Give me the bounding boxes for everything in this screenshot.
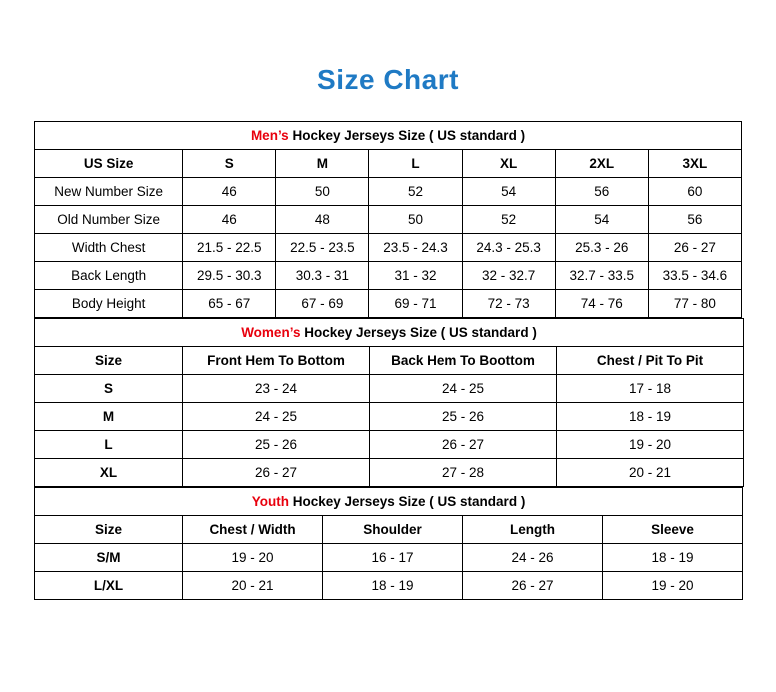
mens-row-4-cell-3: 72 - 73 (462, 290, 555, 318)
mens-col-header-3: L (369, 150, 462, 178)
mens-col-header-2: M (276, 150, 369, 178)
mens-row-0-label: New Number Size (35, 178, 183, 206)
page-title: Size Chart (317, 64, 459, 95)
womens-row-0-cell-2: 17 - 18 (557, 375, 744, 403)
table-row (35, 375, 744, 403)
table-row (35, 572, 743, 600)
youth-section-header-accent: Youth (251, 494, 289, 509)
mens-row-1-cell-5: 56 (648, 206, 741, 234)
table-row (35, 178, 742, 206)
mens-row-3-label: Back Length (35, 262, 183, 290)
mens-row-4-label: Body Height (35, 290, 183, 318)
mens-size-section (34, 121, 742, 318)
womens-row-1-cell-0: 24 - 25 (183, 403, 370, 431)
mens-row-3-cell-0: 29.5 - 30.3 (183, 262, 276, 290)
womens-row-2-label: L (35, 431, 183, 459)
mens-section-header (35, 122, 742, 150)
table-row (35, 206, 742, 234)
mens-row-3-cell-1: 30.3 - 31 (276, 262, 369, 290)
youth-row-1-label: L/XL (35, 572, 183, 600)
mens-row-3-cell-5: 33.5 - 34.6 (648, 262, 741, 290)
table-row (35, 290, 742, 318)
mens-row-4-cell-4: 74 - 76 (555, 290, 648, 318)
womens-row-0-cell-0: 23 - 24 (183, 375, 370, 403)
mens-row-0-cell-3: 54 (462, 178, 555, 206)
youth-row-1-cell-1: 18 - 19 (323, 572, 463, 600)
mens-row-0-cell-0: 46 (183, 178, 276, 206)
mens-row-3-cell-4: 32.7 - 33.5 (555, 262, 648, 290)
table-row (35, 459, 744, 487)
youth-row-1-cell-3: 19 - 20 (603, 572, 743, 600)
womens-row-2-cell-1: 26 - 27 (370, 431, 557, 459)
table-section-header-row (35, 488, 743, 516)
mens-row-4-cell-0: 65 - 67 (183, 290, 276, 318)
youth-row-0-cell-1: 16 - 17 (323, 544, 463, 572)
mens-row-1-cell-4: 54 (555, 206, 648, 234)
mens-row-0-cell-4: 56 (555, 178, 648, 206)
mens-row-1-cell-3: 52 (462, 206, 555, 234)
mens-row-1-cell-2: 50 (369, 206, 462, 234)
mens-section-header-accent: Men’s (250, 128, 289, 143)
womens-row-1-cell-1: 25 - 26 (370, 403, 557, 431)
mens-row-2-cell-3: 24.3 - 25.3 (462, 234, 555, 262)
womens-col-header-2: Back Hem To Boottom (370, 347, 557, 375)
womens-row-3-label: XL (35, 459, 183, 487)
womens-row-3-cell-1: 27 - 28 (370, 459, 557, 487)
mens-row-4-cell-5: 77 - 80 (648, 290, 741, 318)
mens-row-2-cell-4: 25.3 - 26 (555, 234, 648, 262)
youth-col-header-1: Chest / Width (183, 516, 323, 544)
womens-row-2-cell-0: 25 - 26 (183, 431, 370, 459)
womens-col-header-1: Front Hem To Bottom (183, 347, 370, 375)
womens-row-3-cell-0: 26 - 27 (183, 459, 370, 487)
mens-col-header-5: 2XL (555, 150, 648, 178)
mens-row-3-cell-2: 31 - 32 (369, 262, 462, 290)
mens-col-header-4: XL (462, 150, 555, 178)
youth-size-table (34, 487, 743, 600)
table-row (35, 234, 742, 262)
womens-row-1-cell-2: 18 - 19 (557, 403, 744, 431)
table-header-row (35, 150, 742, 178)
mens-row-2-cell-5: 26 - 27 (648, 234, 741, 262)
mens-row-2-cell-1: 22.5 - 23.5 (276, 234, 369, 262)
mens-row-0-cell-2: 52 (369, 178, 462, 206)
table-header-row (35, 516, 743, 544)
womens-size-table (34, 318, 744, 487)
size-chart-container (34, 121, 742, 600)
womens-section-header (35, 319, 744, 347)
table-section-header-row (35, 122, 742, 150)
womens-size-section (34, 318, 742, 487)
table-row (35, 403, 744, 431)
womens-col-header-0: Size (35, 347, 183, 375)
womens-row-0-label: S (35, 375, 183, 403)
table-section-header-row (35, 319, 744, 347)
youth-col-header-4: Sleeve (603, 516, 743, 544)
youth-col-header-2: Shoulder (323, 516, 463, 544)
youth-row-1-cell-2: 26 - 27 (463, 572, 603, 600)
youth-size-section (34, 487, 742, 600)
youth-row-0-cell-3: 18 - 19 (603, 544, 743, 572)
youth-col-header-0: Size (35, 516, 183, 544)
table-row (35, 262, 742, 290)
youth-section-header (35, 488, 743, 516)
mens-section-header-rest: Hockey Jerseys Size ( US standard ) (288, 128, 526, 143)
mens-col-header-0: US Size (35, 150, 183, 178)
youth-row-0-cell-2: 24 - 26 (463, 544, 603, 572)
mens-row-1-cell-0: 46 (183, 206, 276, 234)
mens-row-4-cell-2: 69 - 71 (369, 290, 462, 318)
youth-row-0-label: S/M (35, 544, 183, 572)
womens-row-1-label: M (35, 403, 183, 431)
table-header-row (35, 347, 744, 375)
mens-col-header-1: S (183, 150, 276, 178)
mens-col-header-6: 3XL (648, 150, 741, 178)
youth-col-header-3: Length (463, 516, 603, 544)
womens-col-header-3: Chest / Pit To Pit (557, 347, 744, 375)
mens-row-2-label: Width Chest (35, 234, 183, 262)
mens-row-0-cell-1: 50 (276, 178, 369, 206)
youth-row-1-cell-0: 20 - 21 (183, 572, 323, 600)
youth-section-header-rest: Hockey Jerseys Size ( US standard ) (288, 494, 526, 509)
mens-row-1-label: Old Number Size (35, 206, 183, 234)
table-row (35, 544, 743, 572)
womens-row-2-cell-2: 19 - 20 (557, 431, 744, 459)
mens-row-1-cell-1: 48 (276, 206, 369, 234)
youth-row-0-cell-0: 19 - 20 (183, 544, 323, 572)
womens-row-3-cell-2: 20 - 21 (557, 459, 744, 487)
mens-size-table (34, 121, 742, 318)
mens-row-0-cell-5: 60 (648, 178, 741, 206)
mens-row-2-cell-0: 21.5 - 22.5 (183, 234, 276, 262)
womens-section-header-accent: Women’s (241, 325, 301, 340)
womens-section-header-rest: Hockey Jerseys Size ( US standard ) (300, 325, 537, 340)
womens-row-0-cell-1: 24 - 25 (370, 375, 557, 403)
mens-row-3-cell-3: 32 - 32.7 (462, 262, 555, 290)
mens-row-2-cell-2: 23.5 - 24.3 (369, 234, 462, 262)
mens-row-4-cell-1: 67 - 69 (276, 290, 369, 318)
table-row (35, 431, 744, 459)
